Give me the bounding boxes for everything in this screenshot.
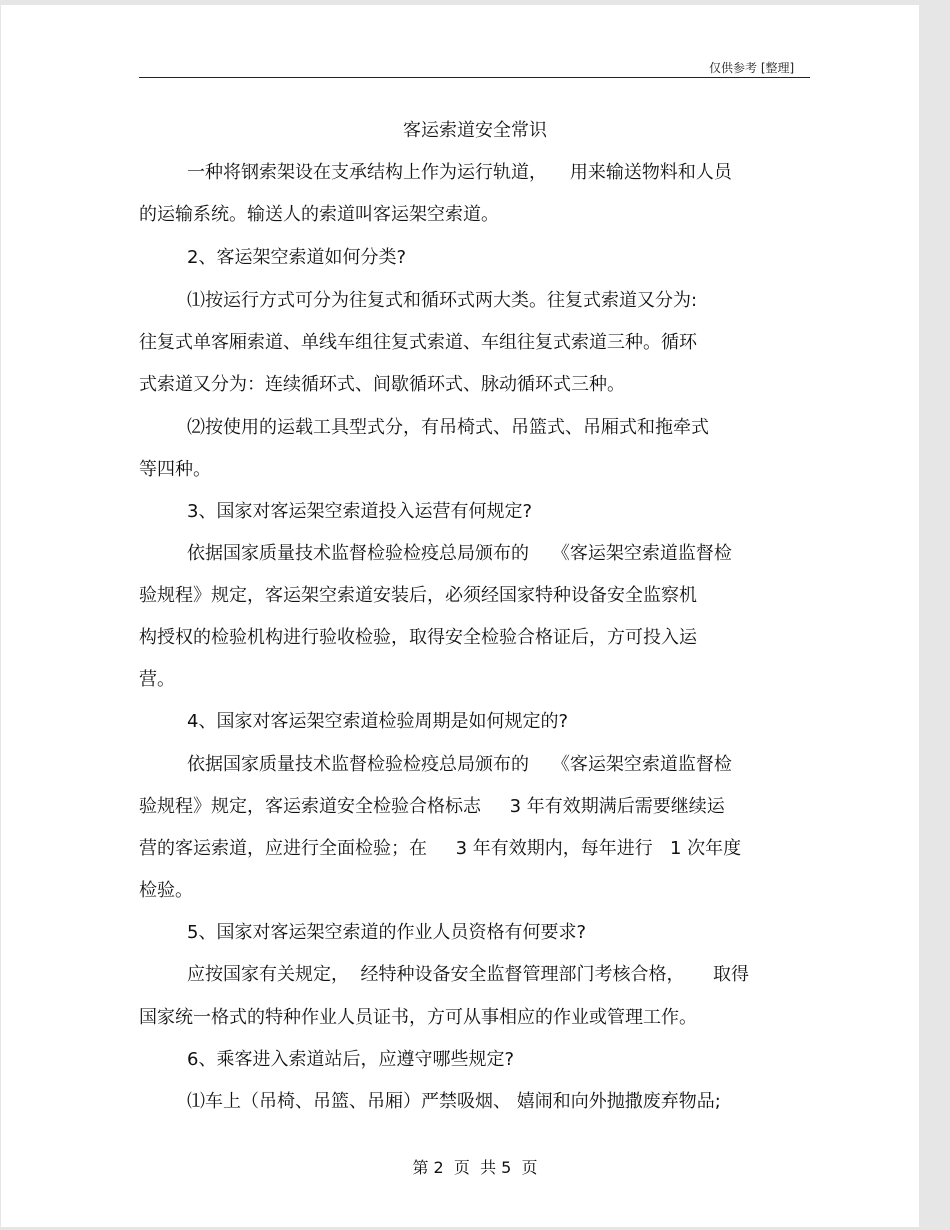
- body-line: 3、国家对客运架空索道投入运营有何规定?: [187, 501, 533, 522]
- body-line: 等四种。: [139, 459, 211, 480]
- body-line: 检验。: [139, 880, 193, 901]
- body-line: 2、客运架空索道如何分类?: [187, 247, 407, 268]
- body-line: 验规程》规定，客运架空索道安装后，必须经国家特种设备安全监察机: [139, 585, 697, 606]
- body-line: 依据国家质量技术监督检验检疫总局颁布的 《客运架空索道监督检: [187, 754, 732, 775]
- document-page: [1, 5, 919, 1227]
- header-divider: [139, 77, 810, 78]
- body-line: ⑴按运行方式可分为往复式和循环式两大类。往复式索道又分为:: [187, 290, 698, 311]
- body-line: 营。: [139, 669, 175, 690]
- body-line: ⑵按使用的运载工具型式分，有吊椅式、吊篮式、吊厢式和拖牵式: [187, 417, 709, 438]
- body-line: 一种将钢索架设在支承结构上作为运行轨道， 用来输送物料和人员: [187, 162, 732, 183]
- body-line: 的运输系统。输送人的索道叫客运架空索道。: [139, 204, 499, 225]
- body-line: 构授权的检验机构进行验收检验，取得安全检验合格证后，方可投入运: [139, 627, 697, 648]
- body-line: 4、国家对客运架空索道检验周期是如何规定的?: [187, 711, 569, 732]
- body-line: 5、国家对客运架空索道的作业人员资格有何要求?: [187, 922, 587, 943]
- body-line: 国家统一格式的特种作业人员证书，方可从事相应的作业或管理工作。: [139, 1007, 697, 1028]
- body-line: 式索道又分为：连续循环式、间歇循环式、脉动循环式三种。: [139, 374, 625, 395]
- page-number: 第 2 页 共 5 页: [412, 1158, 538, 1177]
- body-line: 营的客运索道，应进行全面检验；在 3 年有效期内，每年进行 1 次年度: [139, 838, 742, 859]
- body-line: ⑴车上（吊椅、吊篮、吊厢）严禁吸烟、 嬉闹和向外抛撒废弃物品;: [187, 1091, 721, 1112]
- header-note: 仅供参考 [整理]: [709, 61, 795, 75]
- document-title: 客运索道安全常识: [403, 120, 547, 141]
- body-line: 应按国家有关规定， 经特种设备安全监督管理部门考核合格， 取得: [187, 964, 750, 985]
- body-line: 验规程》规定，客运索道安全检验合格标志 3 年有效期满后需要继续运: [139, 796, 725, 817]
- body-line: 依据国家质量技术监督检验检疫总局颁布的 《客运架空索道监督检: [187, 543, 732, 564]
- body-line: 6、乘客进入索道站后，应遵守哪些规定?: [187, 1049, 515, 1070]
- body-line: 往复式单客厢索道、单线车组往复式索道、车组往复式索道三种。循环: [139, 332, 697, 353]
